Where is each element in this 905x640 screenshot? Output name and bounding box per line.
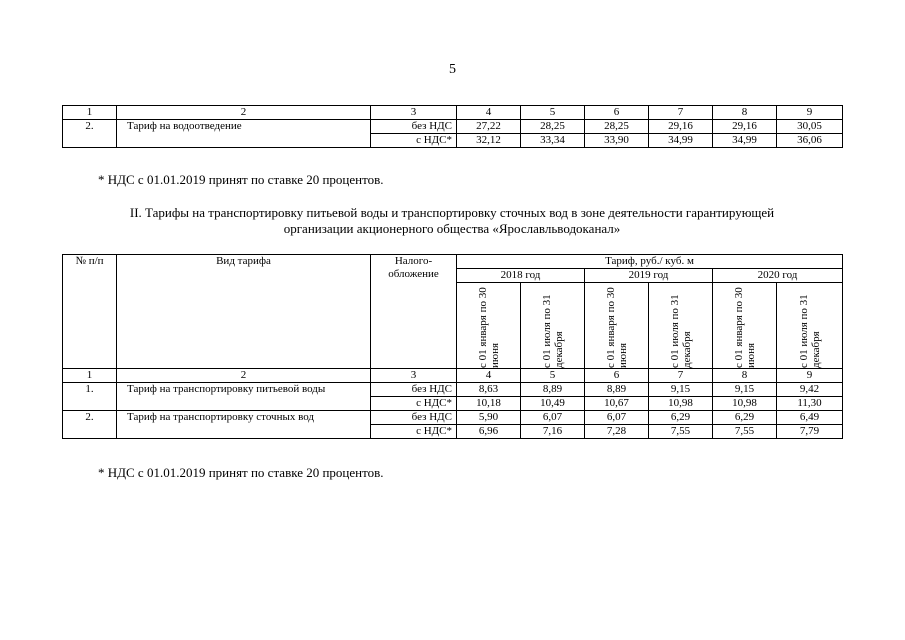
tax-label: с НДС* xyxy=(371,134,457,148)
numbering-cell: 8 xyxy=(713,369,777,383)
row-number: 1. xyxy=(63,383,117,411)
column-header-type: Вид тарифа xyxy=(117,255,371,369)
header-cell: 6 xyxy=(585,106,649,120)
value-cell: 7,79 xyxy=(777,425,843,439)
numbering-cell: 5 xyxy=(521,369,585,383)
column-header-number: № п/п xyxy=(63,255,117,369)
numbering-cell: 1 xyxy=(63,369,117,383)
numbering-cell: 3 xyxy=(371,369,457,383)
column-header-tax: Налого- обложение xyxy=(371,255,457,369)
period-header xyxy=(521,283,585,369)
value-cell: 6,07 xyxy=(585,411,649,425)
year-header: 2020 год xyxy=(713,269,843,283)
period-label: с 01 января по 30 июня xyxy=(604,286,629,368)
value-cell: 33,34 xyxy=(521,134,585,148)
tax-label: без НДС xyxy=(371,411,457,425)
value-cell: 7,16 xyxy=(521,425,585,439)
value-cell: 30,05 xyxy=(777,120,843,134)
header-cell: 1 xyxy=(63,106,117,120)
period-header xyxy=(649,283,713,369)
section-title xyxy=(62,205,842,237)
table-header-row xyxy=(63,255,843,269)
table-header-row xyxy=(63,106,843,120)
value-cell: 11,30 xyxy=(777,397,843,411)
table-row xyxy=(63,383,843,397)
tax-label: с НДС* xyxy=(371,397,457,411)
numbering-cell: 4 xyxy=(457,369,521,383)
table-numbering-row xyxy=(63,369,843,383)
value-cell: 8,63 xyxy=(457,383,521,397)
value-cell: 6,96 xyxy=(457,425,521,439)
tariff-name: Тариф на водоотведение xyxy=(117,120,371,148)
value-cell: 10,67 xyxy=(585,397,649,411)
tax-label: без НДС xyxy=(371,120,457,134)
header-cell: 7 xyxy=(649,106,713,120)
header-cell: 2 xyxy=(117,106,371,120)
row-number: 2. xyxy=(63,411,117,439)
value-cell: 9,15 xyxy=(649,383,713,397)
period-header xyxy=(777,283,843,369)
section-title-line: II. Тарифы на транспортировку питьевой воды и транспортировку сточных вод в зоне деятельности гарантирующей xyxy=(129,205,775,220)
value-cell: 34,99 xyxy=(713,134,777,148)
table-row xyxy=(63,411,843,425)
value-cell: 6,29 xyxy=(713,411,777,425)
value-cell: 10,49 xyxy=(521,397,585,411)
period-label: с 01 июля по 31 декабря xyxy=(540,293,565,368)
table-row xyxy=(63,120,843,134)
tariff-name: Тариф на транспортировку питьевой воды xyxy=(117,383,371,411)
value-cell: 10,98 xyxy=(649,397,713,411)
value-cell: 8,89 xyxy=(521,383,585,397)
row-number: 2. xyxy=(63,120,117,148)
period-label: с 01 июля по 31 декабря xyxy=(797,293,822,368)
value-cell: 5,90 xyxy=(457,411,521,425)
header-cell: 4 xyxy=(457,106,521,120)
value-cell: 7,55 xyxy=(649,425,713,439)
numbering-cell: 6 xyxy=(585,369,649,383)
period-header xyxy=(713,283,777,369)
section-title-line: организации акционерного общества «Ярославльводоканал» xyxy=(283,221,621,236)
value-cell: 29,16 xyxy=(713,120,777,134)
value-cell: 7,28 xyxy=(585,425,649,439)
value-cell: 7,55 xyxy=(713,425,777,439)
tariff-table-transport xyxy=(62,254,843,439)
tariff-name: Тариф на транспортировку сточных вод xyxy=(117,411,371,439)
period-label: с 01 января по 30 июня xyxy=(732,286,757,368)
value-cell: 6,07 xyxy=(521,411,585,425)
year-header: 2018 год xyxy=(457,269,585,283)
tariff-table-drainage xyxy=(62,105,843,148)
numbering-cell: 2 xyxy=(117,369,371,383)
numbering-cell: 7 xyxy=(649,369,713,383)
value-cell: 10,18 xyxy=(457,397,521,411)
period-header xyxy=(585,283,649,369)
footnote-vat: * НДС с 01.01.2019 принят по ставке 20 процентов. xyxy=(98,172,384,187)
tax-label: с НДС* xyxy=(371,425,457,439)
value-cell: 33,90 xyxy=(585,134,649,148)
value-cell: 29,16 xyxy=(649,120,713,134)
value-cell: 10,98 xyxy=(713,397,777,411)
value-cell: 28,25 xyxy=(585,120,649,134)
header-cell: 9 xyxy=(777,106,843,120)
value-cell: 9,15 xyxy=(713,383,777,397)
period-label: с 01 января по 30 июня xyxy=(476,286,501,368)
tax-label: без НДС xyxy=(371,383,457,397)
period-header xyxy=(457,283,521,369)
header-cell: 8 xyxy=(713,106,777,120)
header-cell: 3 xyxy=(371,106,457,120)
value-cell: 36,06 xyxy=(777,134,843,148)
footnote-vat: * НДС с 01.01.2019 принят по ставке 20 процентов. xyxy=(98,465,384,480)
header-cell: 5 xyxy=(521,106,585,120)
numbering-cell: 9 xyxy=(777,369,843,383)
column-header-tariff: Тариф, руб./ куб. м xyxy=(457,255,843,269)
value-cell: 27,22 xyxy=(457,120,521,134)
value-cell: 6,29 xyxy=(649,411,713,425)
period-label: с 01 июля по 31 декабря xyxy=(668,293,693,368)
value-cell: 9,42 xyxy=(777,383,843,397)
value-cell: 8,89 xyxy=(585,383,649,397)
value-cell: 6,49 xyxy=(777,411,843,425)
year-header: 2019 год xyxy=(585,269,713,283)
page-number: 5 xyxy=(449,62,456,77)
value-cell: 34,99 xyxy=(649,134,713,148)
value-cell: 28,25 xyxy=(521,120,585,134)
value-cell: 32,12 xyxy=(457,134,521,148)
